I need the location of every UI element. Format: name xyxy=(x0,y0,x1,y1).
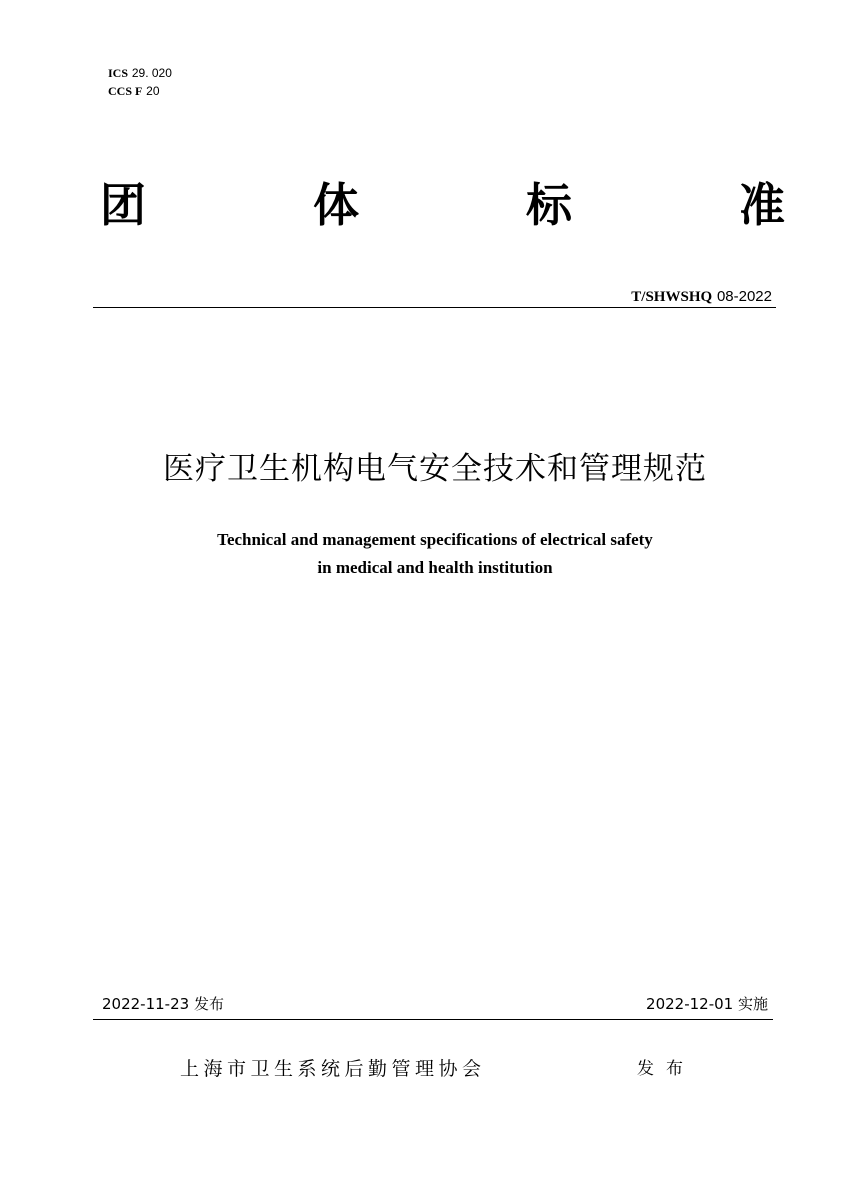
standard-number-suffix: 08-2022 xyxy=(716,288,772,305)
standard-type-heading xyxy=(100,175,785,235)
document-title-chinese: 医疗卫生机构电气安全技术和管理规范 xyxy=(163,451,707,487)
ccs-code-line xyxy=(108,82,172,100)
document-title-english-line2: in medical and health institution xyxy=(317,558,553,577)
header-divider xyxy=(93,307,776,308)
ics-code-line xyxy=(108,64,172,82)
effective-date: 2022-12-01 实施 xyxy=(646,995,768,1013)
ics-code: 29. 020 xyxy=(131,66,172,80)
ccs-label: CCS F xyxy=(108,84,143,98)
classification-codes xyxy=(108,64,172,100)
document-title-english-line1: Technical and management specifications of electrical safety xyxy=(217,530,653,549)
standard-type-char: 团 xyxy=(100,178,146,232)
footer-divider xyxy=(93,1019,773,1020)
standard-type-char: 准 xyxy=(739,178,785,232)
standard-type-char: 标 xyxy=(526,178,572,232)
ics-label: ICS xyxy=(108,66,129,80)
standard-number xyxy=(631,286,772,307)
issue-date: 2022-11-23 发布 xyxy=(102,995,224,1013)
publisher-name: 上海市卫生系统后勤管理协会 xyxy=(180,1058,486,1080)
ccs-code: 20 xyxy=(146,84,160,98)
standard-number-prefix: T/SHWSHQ xyxy=(631,289,713,305)
publish-label: 发布 xyxy=(637,1059,695,1079)
standard-type-char: 体 xyxy=(313,178,359,232)
